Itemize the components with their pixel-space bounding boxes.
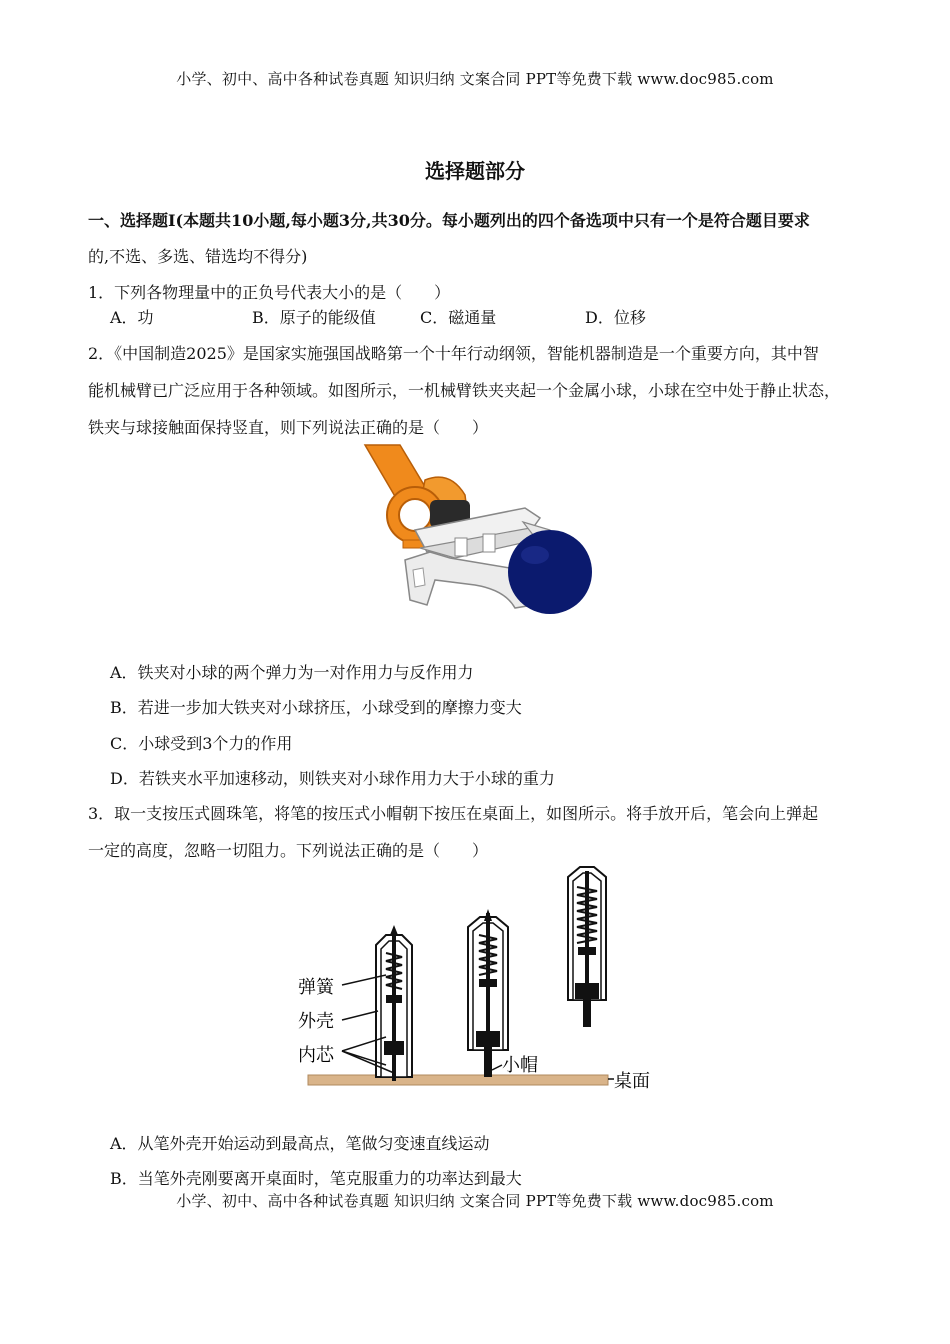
pen-1 <box>376 925 412 1081</box>
q2-option-c: C．小球受到3个力的作用 <box>110 734 293 753</box>
label-cap: 小帽 <box>502 1055 538 1076</box>
q2-option-b: B．若进一步加大铁夹对小球挤压，小球受到的摩擦力变大 <box>110 698 522 717</box>
q1-stem: 1．下列各物理量中的正负号代表大小的是（ ） <box>88 283 451 302</box>
q2-option-a: A．铁夹对小球的两个弹力为一对作用力与反作用力 <box>110 663 474 682</box>
q3-option-a: A．从笔外壳开始运动到最高点，笔做匀变速直线运动 <box>110 1134 490 1153</box>
label-table: 桌面 <box>614 1071 650 1092</box>
q1-option-a: A．功 <box>110 308 154 327</box>
pen-3 <box>568 867 606 1027</box>
label-core: 内芯 <box>298 1045 334 1066</box>
pen-2 <box>468 909 508 1077</box>
q1-option-d: D．位移 <box>585 308 646 327</box>
q2-stem-line-3: 铁夹与球接触面保持竖直，则下列说法正确的是（ ） <box>88 418 489 437</box>
q2-stem-line-2: 能机械臂已广泛应用于各种领域。如图所示，一机械臂铁夹夹起一个金属小球，小球在空中处于静止状态， <box>88 381 841 400</box>
q3-stem-line-2: 一定的高度，忽略一切阻力。下列说法正确的是（ ） <box>88 841 489 860</box>
q1-option-b: B．原子的能级值 <box>252 308 376 327</box>
q2-stem-line-1: 2．《中国制造2025》是国家实施强国战略第一个十年行动纲领，智能机器制造是一个重要方向，其中智 <box>88 344 819 363</box>
robotic-arm-figure <box>355 440 605 625</box>
instructions-line-1: 一、选择题Ⅰ(本题共10小题,每小题3分,共30分。每小题列出的四个备选项中只有一个是符合题目要求 <box>88 211 810 230</box>
instructions-line-2: 的,不选、多选、错选均不得分) <box>88 247 308 266</box>
q1-option-c: C．磁通量 <box>420 308 497 327</box>
label-spring: 弹簧 <box>298 977 334 998</box>
label-shell: 外壳 <box>298 1011 334 1032</box>
q3-stem-line-1: 3．取一支按压式圆珠笔，将笔的按压式小帽朝下按压在桌面上，如图所示。将手放开后，笔会向上弹起 <box>88 804 819 823</box>
page-header: 小学、初中、高中各种试卷真题 知识归纳 文案合同 PPT等免费下载 www.doc985.com <box>176 70 774 88</box>
section-title: 选择题部分 <box>425 159 525 183</box>
page-footer: 小学、初中、高中各种试卷真题 知识归纳 文案合同 PPT等免费下载 www.doc985.com <box>176 1192 774 1210</box>
pen-diagram <box>290 865 660 1100</box>
q3-option-b: B．当笔外壳刚要离开桌面时，笔克服重力的功率达到最大 <box>110 1169 522 1188</box>
q2-option-d: D．若铁夹水平加速移动，则铁夹对小球作用力大于小球的重力 <box>110 769 555 788</box>
